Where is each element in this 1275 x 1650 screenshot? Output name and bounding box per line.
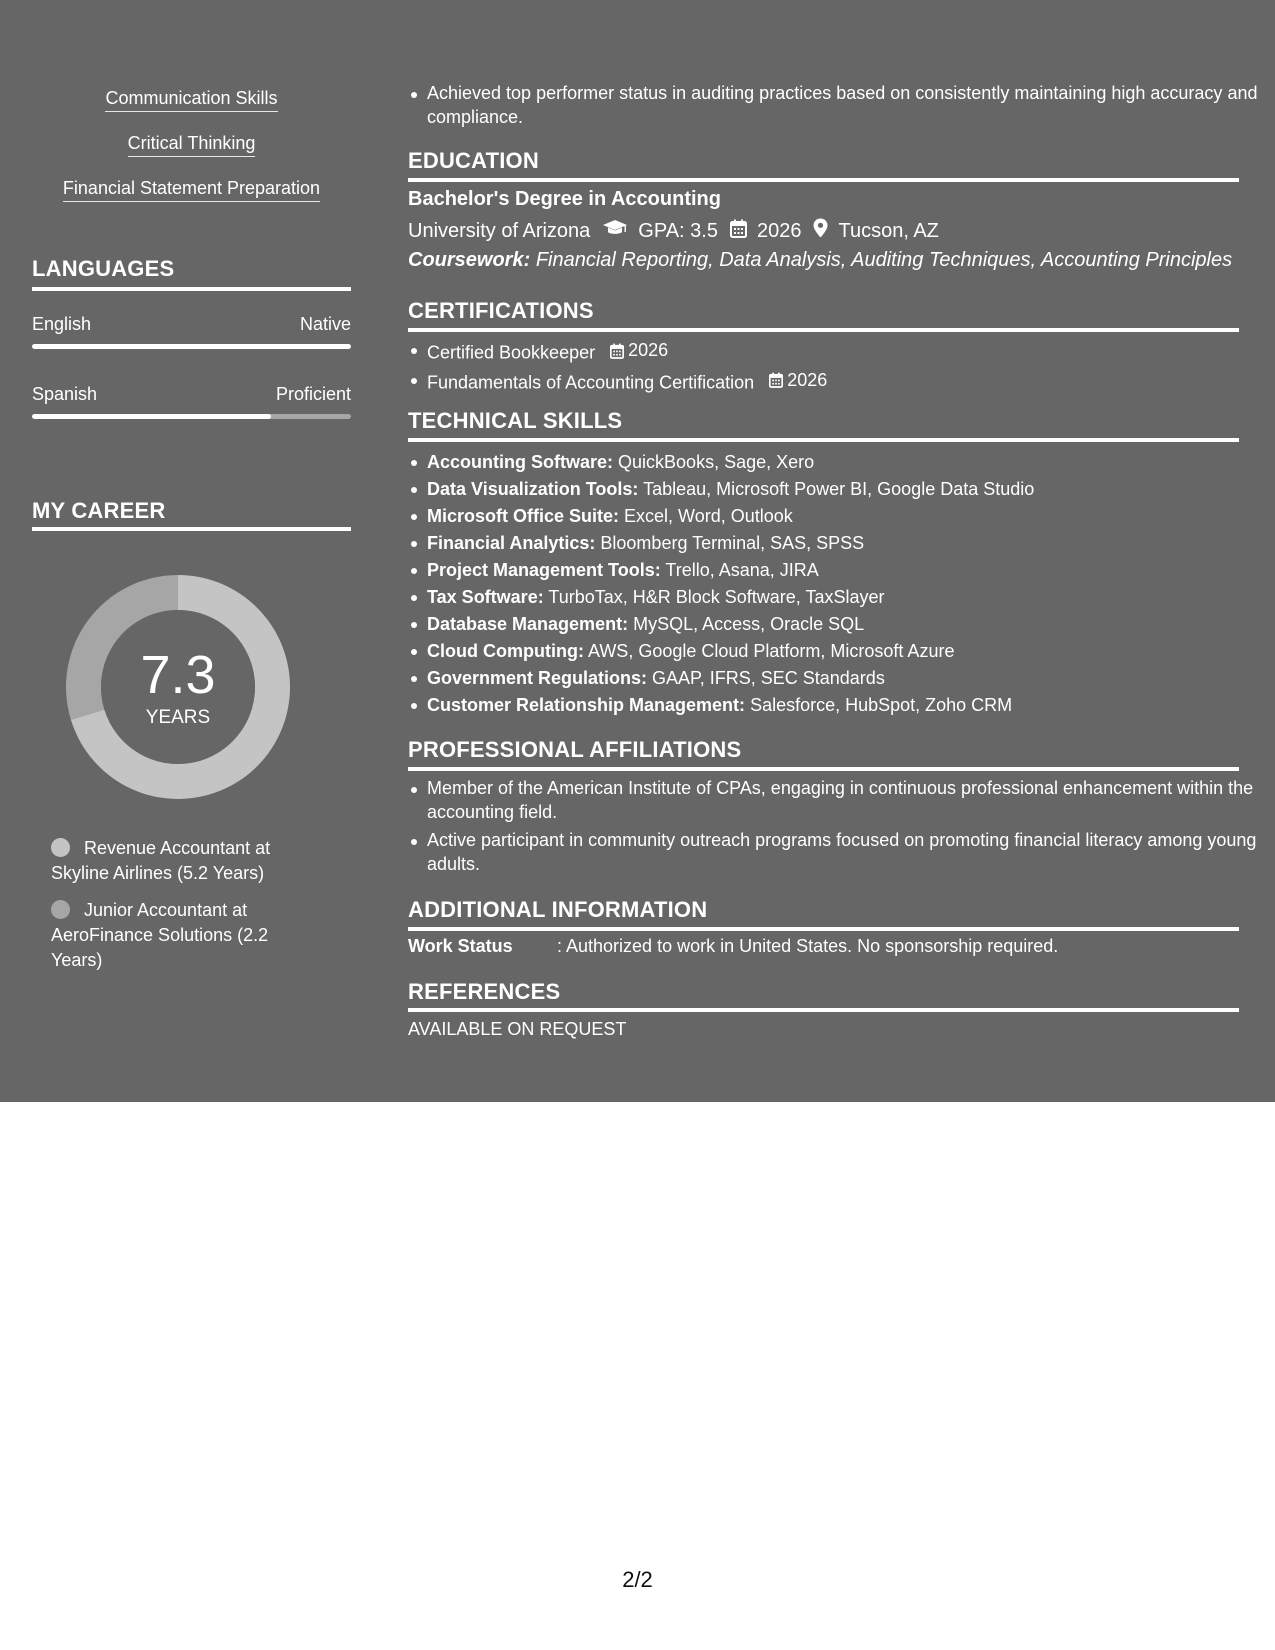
education-details [408, 218, 939, 244]
certification-year: 2026 [628, 340, 669, 360]
language-row [32, 384, 351, 405]
list-item: Active participant in community outreach programs focused on promoting financial literacy among young adults. [427, 830, 1257, 874]
list-item: Fundamentals of Accounting Certification 2026 [427, 367, 1258, 397]
affiliations-heading: PROFESSIONAL AFFILIATIONS [408, 737, 742, 762]
location-pin-icon [813, 218, 828, 244]
list-item: Certified Bookkeeper 2026 [427, 337, 1258, 367]
language-proficiency-bar [32, 414, 351, 419]
certification-year: 2026 [787, 369, 828, 390]
skill-item: Communication Skills [32, 88, 351, 109]
experience-bullets [408, 81, 1258, 129]
language-row [32, 314, 351, 335]
list-item: Member of the American Institute of CPAs, engaging in continuous professional enhancement within the accounting field. [427, 776, 1258, 824]
work-status-value: : Authorized to work in United States. No sponsorship required. [557, 936, 1059, 956]
certifications-list [408, 337, 1258, 396]
section-divider [408, 767, 1239, 771]
gpa: GPA: 3.5 [638, 219, 718, 242]
calendar-icon [730, 219, 747, 244]
school-name: University of Arizona [408, 219, 591, 242]
section-divider [408, 1008, 1239, 1012]
legend-dot [51, 838, 70, 857]
list-item: Achieved top performer status in auditing practices based on consistently maintaining high accuracy and compliance. [427, 83, 1258, 127]
affiliations-list [408, 776, 1258, 876]
list-item: Customer Relationship Management: Salesforce, HubSpot, Zoho CRM [427, 692, 1258, 719]
legend-dot [51, 900, 70, 919]
list-item: Financial Analytics: Bloomberg Terminal, SAS, SPSS [427, 530, 1258, 557]
list-item: Accounting Software: QuickBooks, Sage, Xero [427, 449, 1258, 476]
career-total-number: 7.3 [140, 645, 216, 705]
coursework-list: Financial Reporting, Data Analysis, Auditing Techniques, Accounting Principles [535, 249, 1233, 271]
list-item: Tax Software: TurboTax, H&R Block Software, TaxSlayer [427, 584, 1258, 611]
career-legend-item: Revenue Accountant at Skyline Airlines (5.2 Years) [51, 838, 271, 883]
additional-info-heading: ADDITIONAL INFORMATION [408, 897, 708, 922]
technical-skills-list [408, 449, 1258, 719]
language-level: Proficient [275, 384, 351, 404]
work-status-label: Work Status [408, 936, 513, 956]
section-divider [408, 438, 1239, 442]
technical-skills-heading: TECHNICAL SKILLS [408, 408, 623, 433]
calendar-icon [610, 343, 624, 359]
skill-item: Financial Statement Preparation [32, 178, 351, 199]
list-item: Database Management: MySQL, Access, Oracle SQL [427, 611, 1258, 638]
section-divider [32, 287, 351, 291]
graduation-cap-icon [602, 219, 628, 243]
references-heading: REFERENCES [408, 979, 561, 1004]
language-name: English [32, 314, 92, 334]
list-item: Microsoft Office Suite: Excel, Word, Outlook [427, 503, 1258, 530]
school-location: Tucson, AZ [838, 219, 939, 242]
references-text: AVAILABLE ON REQUEST [408, 1019, 627, 1039]
list-item: Cloud Computing: AWS, Google Cloud Platform, Microsoft Azure [427, 638, 1258, 665]
language-proficiency-fill [32, 344, 351, 349]
education-heading: EDUCATION [408, 148, 539, 173]
page-number: 2/2 [622, 1567, 653, 1592]
coursework [408, 249, 1232, 272]
languages-heading: LANGUAGES [32, 256, 175, 281]
section-divider [408, 178, 1239, 182]
language-proficiency-bar [32, 344, 351, 349]
calendar-icon [769, 372, 783, 388]
certifications-heading: CERTIFICATIONS [408, 298, 594, 323]
skill-item: Critical Thinking [32, 133, 351, 154]
language-level: Native [299, 314, 351, 334]
career-total [66, 575, 290, 799]
list-item: Data Visualization Tools: Tableau, Microsoft Power BI, Google Data Studio [427, 476, 1258, 503]
section-divider [408, 927, 1239, 931]
section-divider [32, 527, 351, 531]
career-donut-chart [66, 575, 290, 799]
career-heading: MY CAREER [32, 498, 166, 523]
career-total-unit: YEARS [145, 707, 211, 728]
language-name: Spanish [32, 384, 98, 404]
language-proficiency-fill [32, 414, 271, 419]
degree-title: Bachelor's Degree in Accounting [408, 188, 721, 210]
list-item: Government Regulations: GAAP, IFRS, SEC Standards [427, 665, 1258, 692]
graduation-year: 2026 [756, 219, 802, 242]
work-status [408, 936, 1058, 957]
section-divider [408, 328, 1239, 332]
career-legend-item: Junior Accountant at AeroFinance Solutions (2.2 Years) [51, 900, 269, 970]
list-item: Project Management Tools: Trello, Asana, JIRA [427, 557, 1258, 584]
coursework-label: Coursework: [408, 249, 531, 271]
